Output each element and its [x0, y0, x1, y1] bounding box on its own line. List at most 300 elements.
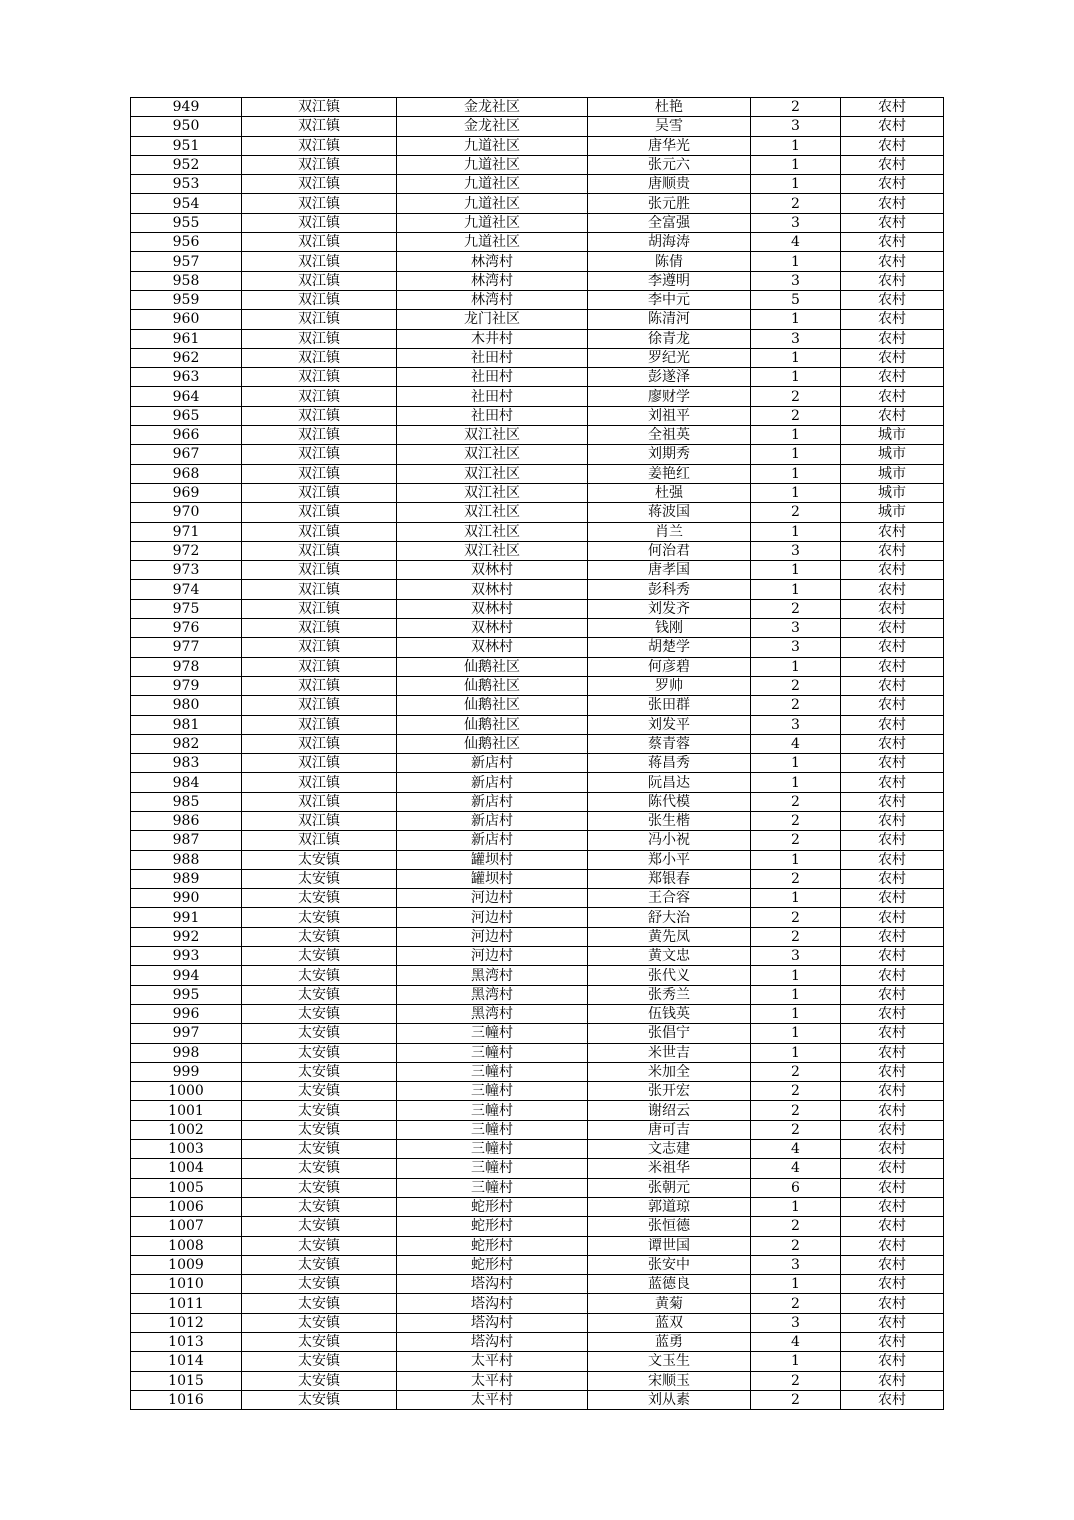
count-cell: 1 [751, 1352, 841, 1371]
row-number-cell: 952 [131, 155, 242, 174]
row-number-cell: 953 [131, 175, 242, 194]
town-cell: 双江镇 [242, 773, 397, 792]
type-cell: 农村 [841, 1255, 944, 1274]
table-row [131, 117, 944, 136]
table-row [131, 136, 944, 155]
name-cell: 米祖华 [588, 1159, 751, 1178]
count-cell: 1 [751, 754, 841, 773]
type-cell: 农村 [841, 1390, 944, 1409]
row-number-cell: 991 [131, 908, 242, 927]
count-cell: 2 [751, 908, 841, 927]
town-cell: 太安镇 [242, 1333, 397, 1352]
count-cell: 1 [751, 1197, 841, 1216]
count-cell: 3 [751, 638, 841, 657]
type-cell: 城市 [841, 464, 944, 483]
row-number-cell: 957 [131, 252, 242, 271]
name-cell: 罗纪光 [588, 348, 751, 367]
name-cell: 唐顺贵 [588, 175, 751, 194]
village-cell: 九道社区 [397, 233, 588, 252]
row-number-cell: 958 [131, 271, 242, 290]
village-cell: 木井村 [397, 329, 588, 348]
row-number-cell: 1008 [131, 1236, 242, 1255]
village-cell: 黑湾村 [397, 985, 588, 1004]
count-cell: 1 [751, 310, 841, 329]
name-cell: 胡海涛 [588, 233, 751, 252]
type-cell: 农村 [841, 271, 944, 290]
table-row [131, 483, 944, 502]
type-cell: 农村 [841, 136, 944, 155]
table-row [131, 310, 944, 329]
town-cell: 双江镇 [242, 792, 397, 811]
village-cell: 新店村 [397, 811, 588, 830]
type-cell: 农村 [841, 985, 944, 1004]
table-row [131, 1024, 944, 1043]
type-cell: 农村 [841, 1371, 944, 1390]
town-cell: 双江镇 [242, 155, 397, 174]
village-cell: 林湾村 [397, 252, 588, 271]
row-number-cell: 1015 [131, 1371, 242, 1390]
type-cell: 农村 [841, 1043, 944, 1062]
table-row [131, 1062, 944, 1081]
type-cell: 农村 [841, 1275, 944, 1294]
count-cell: 2 [751, 1236, 841, 1255]
town-cell: 太安镇 [242, 927, 397, 946]
village-cell: 三幢村 [397, 1140, 588, 1159]
name-cell: 李中元 [588, 290, 751, 309]
table-row [131, 1236, 944, 1255]
table-row [131, 1120, 944, 1139]
village-cell: 林湾村 [397, 271, 588, 290]
village-cell: 太平村 [397, 1371, 588, 1390]
village-cell: 三幢村 [397, 1159, 588, 1178]
count-cell: 1 [751, 850, 841, 869]
town-cell: 双江镇 [242, 175, 397, 194]
town-cell: 双江镇 [242, 696, 397, 715]
count-cell: 1 [751, 985, 841, 1004]
village-cell: 新店村 [397, 754, 588, 773]
name-cell: 肖兰 [588, 522, 751, 541]
town-cell: 太安镇 [242, 947, 397, 966]
count-cell: 3 [751, 213, 841, 232]
table-row [131, 773, 944, 792]
town-cell: 双江镇 [242, 619, 397, 638]
name-cell: 蓝勇 [588, 1333, 751, 1352]
village-cell: 双林村 [397, 638, 588, 657]
type-cell: 农村 [841, 831, 944, 850]
village-cell: 蛇形村 [397, 1217, 588, 1236]
table-row [131, 966, 944, 985]
name-cell: 黄菊 [588, 1294, 751, 1313]
name-cell: 吴雪 [588, 117, 751, 136]
table-row [131, 1140, 944, 1159]
village-cell: 罐坝村 [397, 850, 588, 869]
count-cell: 2 [751, 869, 841, 888]
table-row [131, 985, 944, 1004]
table-body [131, 98, 944, 1410]
count-cell: 2 [751, 1082, 841, 1101]
name-cell: 宋顺玉 [588, 1371, 751, 1390]
count-cell: 4 [751, 1333, 841, 1352]
name-cell: 廖财学 [588, 387, 751, 406]
town-cell: 双江镇 [242, 676, 397, 695]
row-number-cell: 984 [131, 773, 242, 792]
row-number-cell: 997 [131, 1024, 242, 1043]
row-number-cell: 1016 [131, 1390, 242, 1409]
type-cell: 农村 [841, 1120, 944, 1139]
name-cell: 徐青龙 [588, 329, 751, 348]
name-cell: 彭遂泽 [588, 368, 751, 387]
table-row [131, 233, 944, 252]
table-row [131, 175, 944, 194]
count-cell: 4 [751, 1140, 841, 1159]
type-cell: 农村 [841, 908, 944, 927]
village-cell: 双林村 [397, 599, 588, 618]
count-cell: 2 [751, 406, 841, 425]
type-cell: 农村 [841, 869, 944, 888]
table-row [131, 580, 944, 599]
count-cell: 2 [751, 811, 841, 830]
row-number-cell: 966 [131, 426, 242, 445]
type-cell: 城市 [841, 483, 944, 502]
town-cell: 双江镇 [242, 464, 397, 483]
name-cell: 文志建 [588, 1140, 751, 1159]
village-cell: 龙门社区 [397, 310, 588, 329]
count-cell: 2 [751, 831, 841, 850]
table-row [131, 869, 944, 888]
town-cell: 双江镇 [242, 734, 397, 753]
town-cell: 双江镇 [242, 715, 397, 734]
count-cell: 2 [751, 194, 841, 213]
village-cell: 双林村 [397, 619, 588, 638]
town-cell: 太安镇 [242, 908, 397, 927]
count-cell: 1 [751, 348, 841, 367]
name-cell: 蔡青蓉 [588, 734, 751, 753]
type-cell: 农村 [841, 1178, 944, 1197]
count-cell: 3 [751, 1313, 841, 1332]
count-cell: 1 [751, 773, 841, 792]
name-cell: 蒋昌秀 [588, 754, 751, 773]
table-row [131, 213, 944, 232]
table-row [131, 1197, 944, 1216]
village-cell: 双江社区 [397, 483, 588, 502]
type-cell: 城市 [841, 503, 944, 522]
village-cell: 仙鹅社区 [397, 696, 588, 715]
count-cell: 2 [751, 1371, 841, 1390]
row-number-cell: 985 [131, 792, 242, 811]
row-number-cell: 995 [131, 985, 242, 1004]
village-cell: 三幢村 [397, 1101, 588, 1120]
table-row [131, 908, 944, 927]
town-cell: 太安镇 [242, 1294, 397, 1313]
town-cell: 太安镇 [242, 1217, 397, 1236]
town-cell: 双江镇 [242, 310, 397, 329]
table-row [131, 252, 944, 271]
town-cell: 双江镇 [242, 329, 397, 348]
count-cell: 3 [751, 1255, 841, 1274]
town-cell: 双江镇 [242, 290, 397, 309]
village-cell: 双江社区 [397, 541, 588, 560]
name-cell: 张恒德 [588, 1217, 751, 1236]
village-cell: 新店村 [397, 792, 588, 811]
count-cell: 1 [751, 657, 841, 676]
name-cell: 黄文忠 [588, 947, 751, 966]
town-cell: 双江镇 [242, 811, 397, 830]
row-number-cell: 970 [131, 503, 242, 522]
town-cell: 双江镇 [242, 483, 397, 502]
town-cell: 太安镇 [242, 1004, 397, 1023]
row-number-cell: 1003 [131, 1140, 242, 1159]
row-number-cell: 981 [131, 715, 242, 734]
type-cell: 农村 [841, 889, 944, 908]
village-cell: 黑湾村 [397, 966, 588, 985]
table-row [131, 831, 944, 850]
row-number-cell: 1000 [131, 1082, 242, 1101]
type-cell: 农村 [841, 252, 944, 271]
row-number-cell: 1007 [131, 1217, 242, 1236]
row-number-cell: 1014 [131, 1352, 242, 1371]
type-cell: 农村 [841, 1004, 944, 1023]
count-cell: 2 [751, 1294, 841, 1313]
count-cell: 3 [751, 117, 841, 136]
town-cell: 太安镇 [242, 1390, 397, 1409]
name-cell: 罗帅 [588, 676, 751, 695]
row-number-cell: 977 [131, 638, 242, 657]
type-cell: 农村 [841, 657, 944, 676]
type-cell: 农村 [841, 1101, 944, 1120]
row-number-cell: 993 [131, 947, 242, 966]
village-cell: 双江社区 [397, 522, 588, 541]
count-cell: 1 [751, 464, 841, 483]
town-cell: 太安镇 [242, 1062, 397, 1081]
name-cell: 刘期秀 [588, 445, 751, 464]
town-cell: 太安镇 [242, 1178, 397, 1197]
count-cell: 1 [751, 1004, 841, 1023]
name-cell: 伍钱英 [588, 1004, 751, 1023]
count-cell: 3 [751, 947, 841, 966]
row-number-cell: 969 [131, 483, 242, 502]
count-cell: 1 [751, 252, 841, 271]
village-cell: 社田村 [397, 387, 588, 406]
count-cell: 1 [751, 155, 841, 174]
count-cell: 1 [751, 136, 841, 155]
name-cell: 李遵明 [588, 271, 751, 290]
table-row [131, 1390, 944, 1409]
count-cell: 2 [751, 1101, 841, 1120]
type-cell: 农村 [841, 927, 944, 946]
row-number-cell: 976 [131, 619, 242, 638]
count-cell: 6 [751, 1178, 841, 1197]
village-cell: 蛇形村 [397, 1236, 588, 1255]
row-number-cell: 975 [131, 599, 242, 618]
count-cell: 2 [751, 1120, 841, 1139]
town-cell: 双江镇 [242, 194, 397, 213]
village-cell: 三幢村 [397, 1024, 588, 1043]
type-cell: 农村 [841, 1333, 944, 1352]
table-row [131, 561, 944, 580]
table-row [131, 1178, 944, 1197]
table-row [131, 1294, 944, 1313]
town-cell: 双江镇 [242, 541, 397, 560]
table-row [131, 1255, 944, 1274]
town-cell: 太安镇 [242, 1313, 397, 1332]
village-cell: 罐坝村 [397, 869, 588, 888]
village-cell: 九道社区 [397, 194, 588, 213]
row-number-cell: 1012 [131, 1313, 242, 1332]
table-row [131, 368, 944, 387]
type-cell: 农村 [841, 1159, 944, 1178]
type-cell: 农村 [841, 1140, 944, 1159]
count-cell: 1 [751, 580, 841, 599]
count-cell: 2 [751, 1062, 841, 1081]
row-number-cell: 1010 [131, 1275, 242, 1294]
type-cell: 农村 [841, 947, 944, 966]
town-cell: 双江镇 [242, 406, 397, 425]
village-cell: 九道社区 [397, 175, 588, 194]
row-number-cell: 972 [131, 541, 242, 560]
town-cell: 太安镇 [242, 1275, 397, 1294]
count-cell: 5 [751, 290, 841, 309]
type-cell: 农村 [841, 1313, 944, 1332]
village-cell: 金龙社区 [397, 117, 588, 136]
type-cell: 农村 [841, 98, 944, 117]
count-cell: 1 [751, 1024, 841, 1043]
name-cell: 张元六 [588, 155, 751, 174]
type-cell: 农村 [841, 348, 944, 367]
table-row [131, 503, 944, 522]
table-row [131, 541, 944, 560]
type-cell: 农村 [841, 638, 944, 657]
table-row [131, 522, 944, 541]
row-number-cell: 1013 [131, 1333, 242, 1352]
village-cell: 蛇形村 [397, 1255, 588, 1274]
name-cell: 胡楚学 [588, 638, 751, 657]
table-row [131, 387, 944, 406]
town-cell: 双江镇 [242, 213, 397, 232]
type-cell: 农村 [841, 850, 944, 869]
town-cell: 太安镇 [242, 1236, 397, 1255]
town-cell: 双江镇 [242, 426, 397, 445]
type-cell: 农村 [841, 561, 944, 580]
name-cell: 谭世国 [588, 1236, 751, 1255]
name-cell: 刘发平 [588, 715, 751, 734]
table-row [131, 194, 944, 213]
count-cell: 3 [751, 715, 841, 734]
row-number-cell: 996 [131, 1004, 242, 1023]
name-cell: 张朝元 [588, 1178, 751, 1197]
table-row [131, 1043, 944, 1062]
type-cell: 农村 [841, 1197, 944, 1216]
type-cell: 农村 [841, 175, 944, 194]
town-cell: 太安镇 [242, 1082, 397, 1101]
row-number-cell: 987 [131, 831, 242, 850]
row-number-cell: 1004 [131, 1159, 242, 1178]
town-cell: 太安镇 [242, 1197, 397, 1216]
town-cell: 太安镇 [242, 1101, 397, 1120]
row-number-cell: 988 [131, 850, 242, 869]
name-cell: 米加全 [588, 1062, 751, 1081]
town-cell: 太安镇 [242, 850, 397, 869]
village-cell: 双林村 [397, 580, 588, 599]
name-cell: 张开宏 [588, 1082, 751, 1101]
row-number-cell: 964 [131, 387, 242, 406]
row-number-cell: 1011 [131, 1294, 242, 1313]
name-cell: 文玉生 [588, 1352, 751, 1371]
count-cell: 3 [751, 329, 841, 348]
row-number-cell: 1001 [131, 1101, 242, 1120]
table-row [131, 1082, 944, 1101]
town-cell: 太安镇 [242, 1159, 397, 1178]
count-cell: 2 [751, 1390, 841, 1409]
town-cell: 太安镇 [242, 889, 397, 908]
town-cell: 太安镇 [242, 1120, 397, 1139]
village-cell: 九道社区 [397, 213, 588, 232]
count-cell: 1 [751, 561, 841, 580]
village-cell: 三幢村 [397, 1120, 588, 1139]
type-cell: 农村 [841, 676, 944, 695]
row-number-cell: 999 [131, 1062, 242, 1081]
row-number-cell: 973 [131, 561, 242, 580]
town-cell: 双江镇 [242, 754, 397, 773]
name-cell: 刘祖平 [588, 406, 751, 425]
type-cell: 农村 [841, 155, 944, 174]
name-cell: 唐孝国 [588, 561, 751, 580]
village-cell: 九道社区 [397, 136, 588, 155]
name-cell: 蒋波国 [588, 503, 751, 522]
type-cell: 农村 [841, 715, 944, 734]
name-cell: 刘发齐 [588, 599, 751, 618]
row-number-cell: 956 [131, 233, 242, 252]
name-cell: 张安中 [588, 1255, 751, 1274]
name-cell: 张代义 [588, 966, 751, 985]
type-cell: 农村 [841, 1294, 944, 1313]
type-cell: 农村 [841, 696, 944, 715]
count-cell: 2 [751, 696, 841, 715]
town-cell: 双江镇 [242, 233, 397, 252]
village-cell: 河边村 [397, 889, 588, 908]
village-cell: 三幢村 [397, 1062, 588, 1081]
town-cell: 双江镇 [242, 252, 397, 271]
table-row [131, 1313, 944, 1332]
name-cell: 谢绍云 [588, 1101, 751, 1120]
type-cell: 城市 [841, 426, 944, 445]
row-number-cell: 963 [131, 368, 242, 387]
count-cell: 2 [751, 1217, 841, 1236]
count-cell: 3 [751, 541, 841, 560]
town-cell: 双江镇 [242, 657, 397, 676]
table-row [131, 1004, 944, 1023]
table-row [131, 329, 944, 348]
town-cell: 双江镇 [242, 117, 397, 136]
row-number-cell: 989 [131, 869, 242, 888]
count-cell: 2 [751, 98, 841, 117]
name-cell: 彭科秀 [588, 580, 751, 599]
row-number-cell: 949 [131, 98, 242, 117]
table-row [131, 1275, 944, 1294]
village-cell: 金龙社区 [397, 98, 588, 117]
village-cell: 太平村 [397, 1352, 588, 1371]
row-number-cell: 1009 [131, 1255, 242, 1274]
town-cell: 双江镇 [242, 638, 397, 657]
town-cell: 双江镇 [242, 136, 397, 155]
town-cell: 太安镇 [242, 1371, 397, 1390]
row-number-cell: 968 [131, 464, 242, 483]
name-cell: 钱刚 [588, 619, 751, 638]
count-cell: 4 [751, 734, 841, 753]
table-row [131, 426, 944, 445]
village-cell: 塔沟村 [397, 1313, 588, 1332]
town-cell: 双江镇 [242, 445, 397, 464]
type-cell: 农村 [841, 329, 944, 348]
